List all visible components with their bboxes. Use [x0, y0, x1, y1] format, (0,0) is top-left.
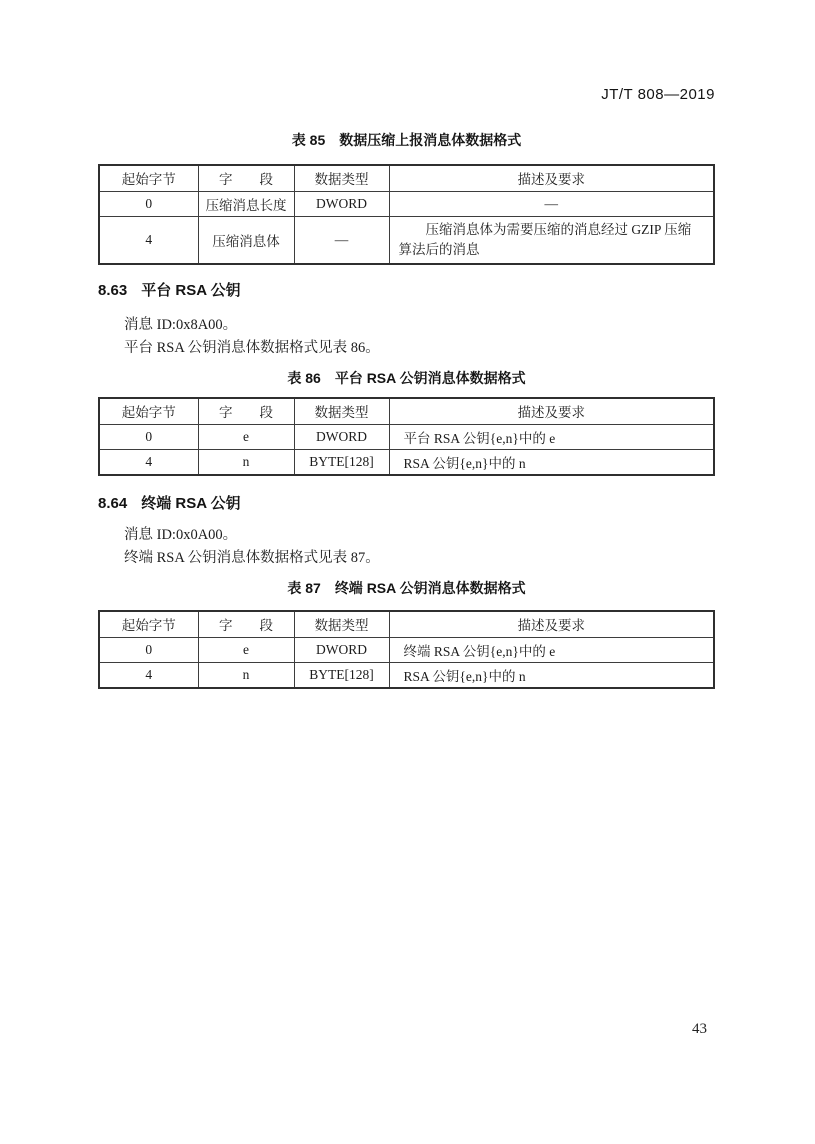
cell-start-byte: 0 — [99, 424, 198, 449]
column-header-description: 描述及要求 — [389, 165, 714, 191]
table-85-caption — [98, 130, 715, 150]
cell-field: 压缩消息长度 — [198, 191, 294, 216]
column-header-start-byte: 起始字节 — [99, 398, 198, 424]
table-row — [99, 449, 714, 475]
cell-start-byte: 4 — [99, 662, 198, 688]
paragraph-message-id: 消息 ID:0x0A00。 — [124, 527, 238, 543]
table-85-caption-label: 表 85 — [291, 132, 326, 148]
cell-start-byte: 4 — [99, 216, 198, 264]
cell-description: 压缩消息体为需要压缩的消息经过 GZIP 压缩算法后的消息 — [389, 216, 714, 264]
table-row — [99, 424, 714, 449]
cell-data-type: BYTE[128] — [294, 449, 389, 475]
column-header-start-byte: 起始字节 — [99, 165, 198, 191]
standard-number-header: JT/T 808—2019 — [601, 86, 715, 103]
section-8-63-heading — [98, 279, 241, 300]
column-header-data-type: 数据类型 — [294, 165, 389, 191]
table-86-caption-label: 表 86 — [287, 370, 321, 386]
cell-data-type: DWORD — [294, 637, 389, 662]
table-87-header-row — [99, 611, 714, 637]
table-87 — [98, 610, 715, 689]
table-86-header-row — [99, 398, 714, 424]
column-header-data-type: 数据类型 — [294, 398, 389, 424]
cell-data-type: BYTE[128] — [294, 662, 389, 688]
cell-data-type: DWORD — [294, 191, 389, 216]
cell-description: RSA 公钥{e,n}中的 n — [389, 662, 714, 688]
table-86-caption-title: 平台 RSA 公钥消息体数据格式 — [334, 370, 526, 386]
paragraph-table-reference: 终端 RSA 公钥消息体数据格式见表 87。 — [124, 550, 380, 566]
column-header-start-byte: 起始字节 — [99, 611, 198, 637]
column-header-field: 字 段 — [198, 611, 294, 637]
section-number: 8.63 — [98, 282, 128, 299]
cell-field: n — [198, 449, 294, 475]
section-8-64-heading — [98, 492, 241, 513]
column-header-description: 描述及要求 — [389, 398, 714, 424]
section-number: 8.64 — [98, 495, 128, 512]
table-row — [99, 191, 714, 216]
column-header-description: 描述及要求 — [389, 611, 714, 637]
table-85-header-row — [99, 165, 714, 191]
table-87-caption — [98, 578, 715, 598]
paragraph-table-reference: 平台 RSA 公钥消息体数据格式见表 86。 — [124, 340, 380, 356]
column-header-data-type: 数据类型 — [294, 611, 389, 637]
table-row — [99, 662, 714, 688]
table-85-caption-title: 数据压缩上报消息体数据格式 — [339, 132, 522, 148]
section-title: 终端 RSA 公钥 — [141, 495, 241, 512]
cell-data-type: — — [294, 216, 389, 264]
table-87-caption-label: 表 87 — [287, 580, 321, 596]
cell-description: RSA 公钥{e,n}中的 n — [389, 449, 714, 475]
table-row — [99, 637, 714, 662]
table-86 — [98, 397, 715, 476]
paragraph-message-id: 消息 ID:0x8A00。 — [124, 317, 238, 333]
table-85 — [98, 164, 715, 265]
cell-data-type: DWORD — [294, 424, 389, 449]
section-title: 平台 RSA 公钥 — [141, 282, 241, 299]
cell-start-byte: 4 — [99, 449, 198, 475]
cell-field: n — [198, 662, 294, 688]
table-87-caption-title: 终端 RSA 公钥消息体数据格式 — [334, 580, 526, 596]
cell-description: — — [389, 191, 714, 216]
table-row — [99, 216, 714, 264]
column-header-field: 字 段 — [198, 398, 294, 424]
cell-description: 平台 RSA 公钥{e,n}中的 e — [389, 424, 714, 449]
column-header-field: 字 段 — [198, 165, 294, 191]
cell-start-byte: 0 — [99, 191, 198, 216]
cell-field: e — [198, 637, 294, 662]
cell-description: 终端 RSA 公钥{e,n}中的 e — [389, 637, 714, 662]
table-86-caption — [98, 368, 715, 388]
cell-start-byte: 0 — [99, 637, 198, 662]
cell-field: 压缩消息体 — [198, 216, 294, 264]
cell-field: e — [198, 424, 294, 449]
page-number: 43 — [692, 1021, 707, 1037]
